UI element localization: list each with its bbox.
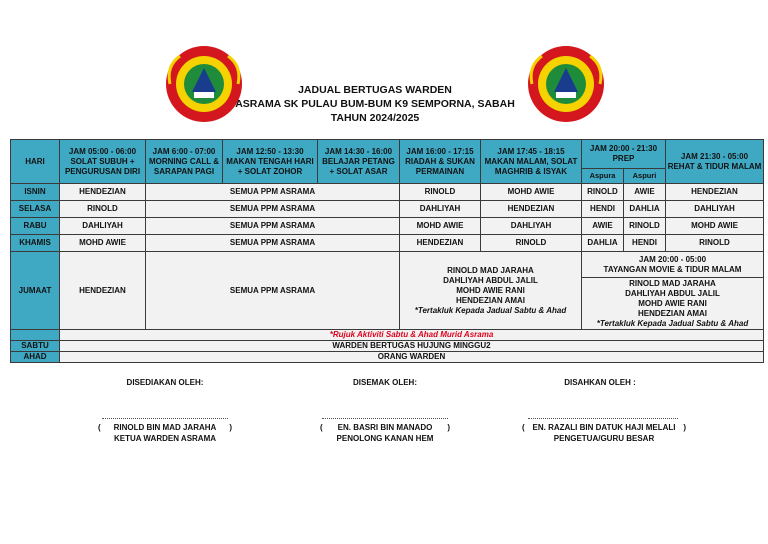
table-cell: RINOLD xyxy=(624,218,666,235)
day-cell: ISNIN xyxy=(11,184,60,201)
jumaat-night-activity: TAYANGAN MOVIE & TIDUR MALAM xyxy=(603,264,742,274)
signature-line xyxy=(102,418,228,419)
header-slot-1: JAM 05:00 - 06:00 SOLAT SUBUH + PENGURUSAN DIRI xyxy=(60,140,146,184)
table-cell: SEMUA PPM ASRAMA xyxy=(146,235,400,252)
table-cell: DAHLIA xyxy=(624,201,666,218)
jumaat-night-cell xyxy=(582,278,764,330)
signature-block-2 xyxy=(300,423,470,443)
table-row xyxy=(11,341,764,352)
signature-role: KETUA WARDEN ASRAMA xyxy=(113,434,217,443)
jumaat-evening-name: DAHLIYAH ABDUL JALIL xyxy=(443,275,538,285)
table-row xyxy=(11,201,764,218)
day-cell-empty xyxy=(11,330,60,341)
jumaat-evening-name: HENDEZIAN AMAI xyxy=(455,295,526,305)
signature-line xyxy=(322,418,448,419)
table-cell: RINOLD xyxy=(582,184,624,201)
signature-role: PENOLONG KANAN HEM xyxy=(336,434,434,443)
paren-right: ) xyxy=(229,423,232,432)
signature-line xyxy=(528,418,678,419)
jumaat-night-name: MOHD AWIE RANI xyxy=(638,298,707,308)
header-slot-7: JAM 20:00 - 21:30 PREP xyxy=(582,140,666,169)
table-cell: MOHD AWIE xyxy=(60,235,146,252)
paren-left: ( xyxy=(320,423,323,432)
title-line-1: JADUAL BERTUGAS WARDEN xyxy=(298,84,452,96)
table-cell: HENDEZIAN xyxy=(666,184,764,201)
signature-name-row xyxy=(80,423,250,432)
table-cell: HENDEZIAN xyxy=(60,184,146,201)
table-cell: HENDI xyxy=(624,235,666,252)
table-row xyxy=(11,330,764,341)
table-row xyxy=(11,218,764,235)
table-cell: AWIE xyxy=(582,218,624,235)
paren-left: ( xyxy=(522,423,525,432)
table-row xyxy=(11,235,764,252)
signature-name: EN. RAZALI BIN DATUK HAJI MELALI xyxy=(532,423,676,432)
signature-name-row xyxy=(516,423,692,432)
table-row xyxy=(11,352,764,363)
paren-right: ) xyxy=(447,423,450,432)
table-cell: SEMUA PPM ASRAMA xyxy=(146,184,400,201)
jumaat-night-name: RINOLD MAD JARAHA xyxy=(629,278,716,288)
table-cell: SEMUA PPM ASRAMA xyxy=(146,252,400,330)
signature-role: PENGETUA/GURU BESAR xyxy=(553,434,655,443)
header-hari: HARI xyxy=(11,140,60,184)
header-slot-6: JAM 17:45 - 18:15 MAKAN MALAM, SOLAT MAGHRIB & ISYAK xyxy=(481,140,582,184)
signature-label: DISAHKAN OLEH : xyxy=(564,378,636,387)
header-slot-5: JAM 16:00 - 17:15 RIADAH & SUKAN PERMAINAN xyxy=(400,140,481,184)
header-slot-3: JAM 12:50 - 13:30 MAKAN TENGAH HARI + SOLAT ZOHOR xyxy=(223,140,318,184)
title-line-3: TAHUN 2024/2025 xyxy=(330,112,420,124)
signature-prepared xyxy=(95,378,235,387)
table-cell: DAHLIYAH xyxy=(481,218,582,235)
day-cell: RABU xyxy=(11,218,60,235)
header-aspuri: Aspuri xyxy=(624,169,666,184)
jumaat-night-note: *Tertakluk Kepada Jadual Sabtu & Ahad xyxy=(596,318,749,328)
jumaat-evening-name: RINOLD MAD JARAHA xyxy=(447,265,534,275)
table-cell: HENDI xyxy=(582,201,624,218)
day-cell: KHAMIS xyxy=(11,235,60,252)
school-crest-icon xyxy=(526,44,606,124)
jumaat-night-name: DAHLIYAH ABDUL JALIL xyxy=(625,288,720,298)
table-cell: DAHLIA xyxy=(582,235,624,252)
rujuk-note: *Rujuk Aktiviti Sabtu & Ahad Murid Asrama xyxy=(60,330,764,341)
table-cell: RINOLD xyxy=(400,184,481,201)
signature-block-1 xyxy=(80,423,250,443)
table-cell: HENDEZIAN xyxy=(60,252,146,330)
day-cell: JUMAAT xyxy=(11,252,60,330)
table-cell: SEMUA PPM ASRAMA xyxy=(146,218,400,235)
jumaat-evening-name: MOHD AWIE RANI xyxy=(456,285,525,295)
table-cell: RINOLD xyxy=(60,201,146,218)
signature-approved xyxy=(530,378,670,387)
day-cell: SABTU xyxy=(11,341,60,352)
table-cell: DAHLIYAH xyxy=(400,201,481,218)
paren-right: ) xyxy=(683,423,686,432)
header-slot-4: JAM 14:30 - 16:00 BELAJAR PETANG + SOLAT ASAR xyxy=(318,140,400,184)
table-row xyxy=(11,252,764,278)
schedule-table xyxy=(10,139,764,363)
table-cell: MOHD AWIE xyxy=(400,218,481,235)
table-cell: RINOLD xyxy=(666,235,764,252)
jumaat-night-time: JAM 20:00 - 05:00 xyxy=(638,254,707,264)
jumaat-night-header xyxy=(582,252,764,278)
header-slot-8: JAM 21:30 - 05:00 REHAT & TIDUR MALAM xyxy=(666,140,764,184)
day-cell: SELASA xyxy=(11,201,60,218)
header-slot-2: JAM 6:00 - 07:00 MORNING CALL & SARAPAN PAGI xyxy=(146,140,223,184)
table-cell: MOHD AWIE xyxy=(481,184,582,201)
table-row xyxy=(11,184,764,201)
signature-block-3 xyxy=(516,423,692,443)
table-cell: ORANG WARDEN xyxy=(60,352,764,363)
table-cell: WARDEN BERTUGAS HUJUNG MINGGU2 xyxy=(60,341,764,352)
table-cell: HENDEZIAN xyxy=(481,201,582,218)
day-cell: AHAD xyxy=(11,352,60,363)
signature-label: DISEDIAKAN OLEH: xyxy=(126,378,204,387)
signature-name-row xyxy=(300,423,470,432)
jumaat-evening-cell xyxy=(400,252,582,330)
signature-label: DISEMAK OLEH: xyxy=(353,378,417,387)
jumaat-night-name: HENDEZIAN AMAI xyxy=(637,308,708,318)
header-aspura: Aspura xyxy=(582,169,624,184)
table-cell: MOHD AWIE xyxy=(666,218,764,235)
table-cell: DAHLIYAH xyxy=(666,201,764,218)
signature-name: RINOLD BIN MAD JARAHA xyxy=(113,423,217,432)
signature-checked xyxy=(315,378,455,387)
jumaat-evening-note: *Tertakluk Kepada Jadual Sabtu & Ahad xyxy=(414,305,567,315)
paren-left: ( xyxy=(98,423,101,432)
title-line-2: ASRAMA SK PULAU BUM-BUM K9 SEMPORNA, SABAH xyxy=(235,98,515,110)
table-cell: DAHLIYAH xyxy=(60,218,146,235)
table-cell: SEMUA PPM ASRAMA xyxy=(146,201,400,218)
table-cell: AWIE xyxy=(624,184,666,201)
table-cell: RINOLD xyxy=(481,235,582,252)
signature-name: EN. BASRI BIN MANADO xyxy=(337,423,433,432)
page-title xyxy=(230,83,520,125)
table-cell: HENDEZIAN xyxy=(400,235,481,252)
